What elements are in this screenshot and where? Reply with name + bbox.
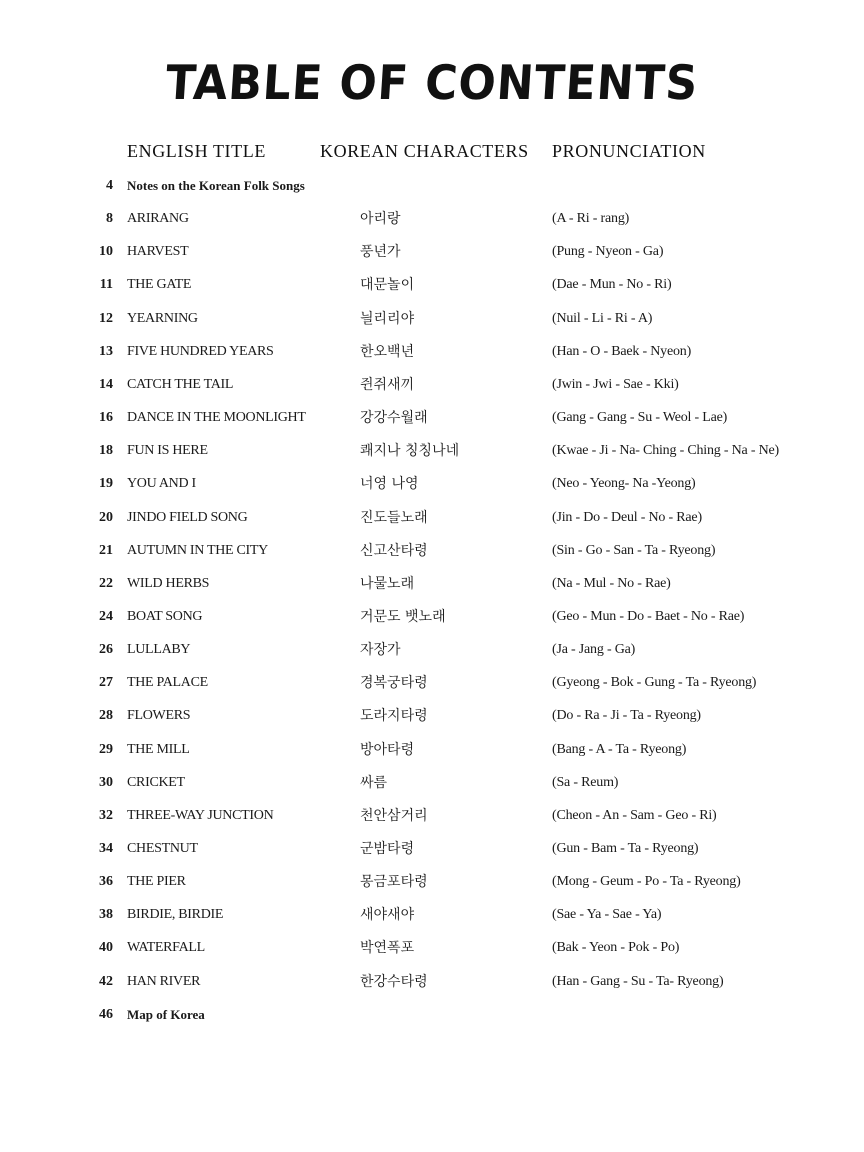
english-title: CHESTNUT [127, 841, 198, 856]
korean-title: 쾌지나 칭칭나네 [360, 443, 460, 459]
english-title: HARVEST [127, 244, 189, 259]
page-number: 20 [99, 510, 113, 525]
page-number: 42 [99, 974, 113, 989]
korean-title: 방아타령 [360, 742, 415, 758]
korean-title: 진도들노래 [360, 510, 428, 526]
pronunciation: (Han - Gang - Su - Ta- Ryeong) [552, 974, 724, 989]
korean-title: 새야새야 [360, 907, 415, 923]
toc-entry [0, 739, 864, 761]
toc-entry [0, 639, 864, 661]
page-number: 32 [99, 808, 113, 823]
toc-entry [0, 374, 864, 396]
pronunciation: (Geo - Mun - Do - Baet - No - Rae) [552, 609, 745, 624]
english-title: Notes on the Korean Folk Songs [127, 178, 305, 193]
korean-title: 자장가 [360, 642, 401, 658]
pronunciation: (Sae - Ya - Sae - Ya) [552, 907, 662, 922]
pronunciation: (Gun - Bam - Ta - Ryeong) [552, 841, 699, 856]
korean-title: 나물노래 [360, 576, 415, 592]
english-title: DANCE IN THE MOONLIGHT [127, 410, 306, 425]
english-title: WATERFALL [127, 940, 205, 955]
english-title: HAN RIVER [127, 974, 201, 989]
english-title: THE GATE [127, 277, 192, 292]
pronunciation: (Mong - Geum - Po - Ta - Ryeong) [552, 874, 741, 889]
pronunciation: (Neo - Yeong- Na -Yeong) [552, 476, 696, 491]
english-title: BOAT SONG [127, 609, 203, 624]
korean-title: 쥔쥐새끼 [360, 377, 415, 393]
toc-entry [0, 1004, 864, 1026]
pronunciation: (Na - Mul - No - Rae) [552, 576, 671, 591]
pronunciation: (Cheon - An - Sam - Geo - Ri) [552, 808, 717, 823]
english-title: LULLABY [127, 642, 191, 657]
page-number: 29 [99, 742, 113, 757]
korean-title: 몽금포타령 [360, 874, 428, 890]
korean-title: 늴리리야 [360, 311, 415, 327]
korean-title: 박연폭포 [360, 940, 415, 956]
page-number: 8 [106, 211, 113, 226]
korean-title: 천안삼거리 [360, 808, 428, 824]
toc-entry [0, 473, 864, 495]
english-title: THE PIER [127, 874, 186, 889]
pronunciation: (Gyeong - Bok - Gung - Ta - Ryeong) [552, 675, 757, 690]
page-number: 30 [99, 775, 113, 790]
header-pronunciation: PRONUNCIATION [552, 141, 706, 161]
korean-title: 아리랑 [360, 211, 401, 227]
english-title: WILD HERBS [127, 576, 210, 591]
pronunciation: (Do - Ra - Ji - Ta - Ryeong) [552, 708, 701, 723]
toc-entry [0, 573, 864, 595]
english-title: THREE-WAY JUNCTION [127, 808, 274, 823]
toc-entry [0, 606, 864, 628]
toc-entry [0, 540, 864, 562]
pronunciation: (Pung - Nyeon - Ga) [552, 244, 664, 259]
toc-entry [0, 871, 864, 893]
toc-entry [0, 705, 864, 727]
page-number: 16 [99, 410, 113, 425]
toc-entry [0, 772, 864, 794]
english-title: THE PALACE [127, 675, 208, 690]
toc-entry [0, 175, 864, 197]
page-number: 34 [99, 841, 113, 856]
page-number: 36 [99, 874, 113, 889]
toc-entry [0, 838, 864, 860]
english-title: FLOWERS [127, 708, 191, 723]
english-title: JINDO FIELD SONG [127, 510, 248, 525]
page-number: 11 [99, 277, 113, 292]
pronunciation: (Sin - Go - San - Ta - Ryeong) [552, 543, 716, 558]
page-number: 13 [99, 344, 113, 359]
korean-title: 군밤타령 [360, 841, 415, 857]
toc-entry [0, 672, 864, 694]
english-title: THE MILL [127, 742, 190, 757]
english-title: FIVE HUNDRED YEARS [127, 344, 274, 359]
english-title: Map of Korea [127, 1007, 205, 1022]
toc-entry [0, 241, 864, 263]
page-number: 12 [99, 311, 113, 326]
page-number: 22 [99, 576, 113, 591]
pronunciation: (Han - O - Baek - Nyeon) [552, 344, 692, 359]
korean-title: 싸름 [360, 775, 388, 791]
page-number: 46 [99, 1007, 113, 1022]
pronunciation: (Sa - Reum) [552, 775, 619, 790]
english-title: CRICKET [127, 775, 185, 790]
pronunciation: (A - Ri - rang) [552, 211, 630, 226]
toc-entry [0, 971, 864, 993]
toc-entry [0, 341, 864, 363]
korean-title: 한강수타령 [360, 974, 428, 990]
page-title: TABLE OF CONTENTS [163, 55, 701, 112]
korean-title: 강강수월래 [360, 410, 428, 426]
pronunciation: (Jwin - Jwi - Sae - Kki) [552, 377, 679, 392]
page-number: 38 [99, 907, 113, 922]
pronunciation: (Gang - Gang - Su - Weol - Lae) [552, 410, 728, 425]
korean-title: 너영 나영 [360, 476, 419, 492]
korean-title: 신고산타령 [360, 543, 428, 559]
english-title: BIRDIE, BIRDIE [127, 907, 224, 922]
toc-entry [0, 904, 864, 926]
toc-entry [0, 937, 864, 959]
page-number: 10 [99, 244, 113, 259]
pronunciation: (Nuil - Li - Ri - A) [552, 311, 653, 326]
english-title: YEARNING [127, 311, 198, 326]
pronunciation: (Bang - A - Ta - Ryeong) [552, 742, 687, 757]
page-number: 18 [99, 443, 113, 458]
header-korean-characters: KOREAN CHARACTERS [320, 141, 529, 161]
page-number: 21 [99, 543, 113, 558]
english-title: YOU AND I [127, 476, 196, 491]
korean-title: 풍년가 [360, 244, 401, 260]
pronunciation: (Jin - Do - Deul - No - Rae) [552, 510, 702, 525]
english-title: FUN IS HERE [127, 443, 208, 458]
page-number: 19 [99, 476, 113, 491]
page-number: 4 [106, 178, 113, 193]
korean-title: 한오백년 [360, 344, 415, 360]
header-english-title: ENGLISH TITLE [127, 141, 266, 161]
toc-entry [0, 440, 864, 462]
page-number: 14 [99, 377, 113, 392]
english-title: AUTUMN IN THE CITY [127, 543, 268, 558]
toc-entry [0, 805, 864, 827]
page-number: 26 [99, 642, 113, 657]
pronunciation: (Dae - Mun - No - Ri) [552, 277, 672, 292]
korean-title: 도라지타령 [360, 708, 428, 724]
korean-title: 경복궁타령 [360, 675, 428, 691]
toc-entry [0, 407, 864, 429]
page-number: 28 [99, 708, 113, 723]
page-number: 27 [99, 675, 113, 690]
page-number: 24 [99, 609, 113, 624]
korean-title: 거문도 뱃노래 [360, 609, 446, 625]
toc-entry [0, 208, 864, 230]
pronunciation: (Kwae - Ji - Na- Ching - Ching - Na - Ne) [552, 443, 780, 458]
korean-title: 대문놀이 [360, 277, 415, 293]
toc-entry [0, 274, 864, 296]
page-number: 40 [99, 940, 113, 955]
english-title: ARIRANG [127, 211, 189, 226]
pronunciation: (Bak - Yeon - Pok - Po) [552, 940, 680, 955]
toc-entry [0, 308, 864, 330]
toc-entry [0, 507, 864, 529]
pronunciation: (Ja - Jang - Ga) [552, 642, 636, 657]
english-title: CATCH THE TAIL [127, 377, 234, 392]
